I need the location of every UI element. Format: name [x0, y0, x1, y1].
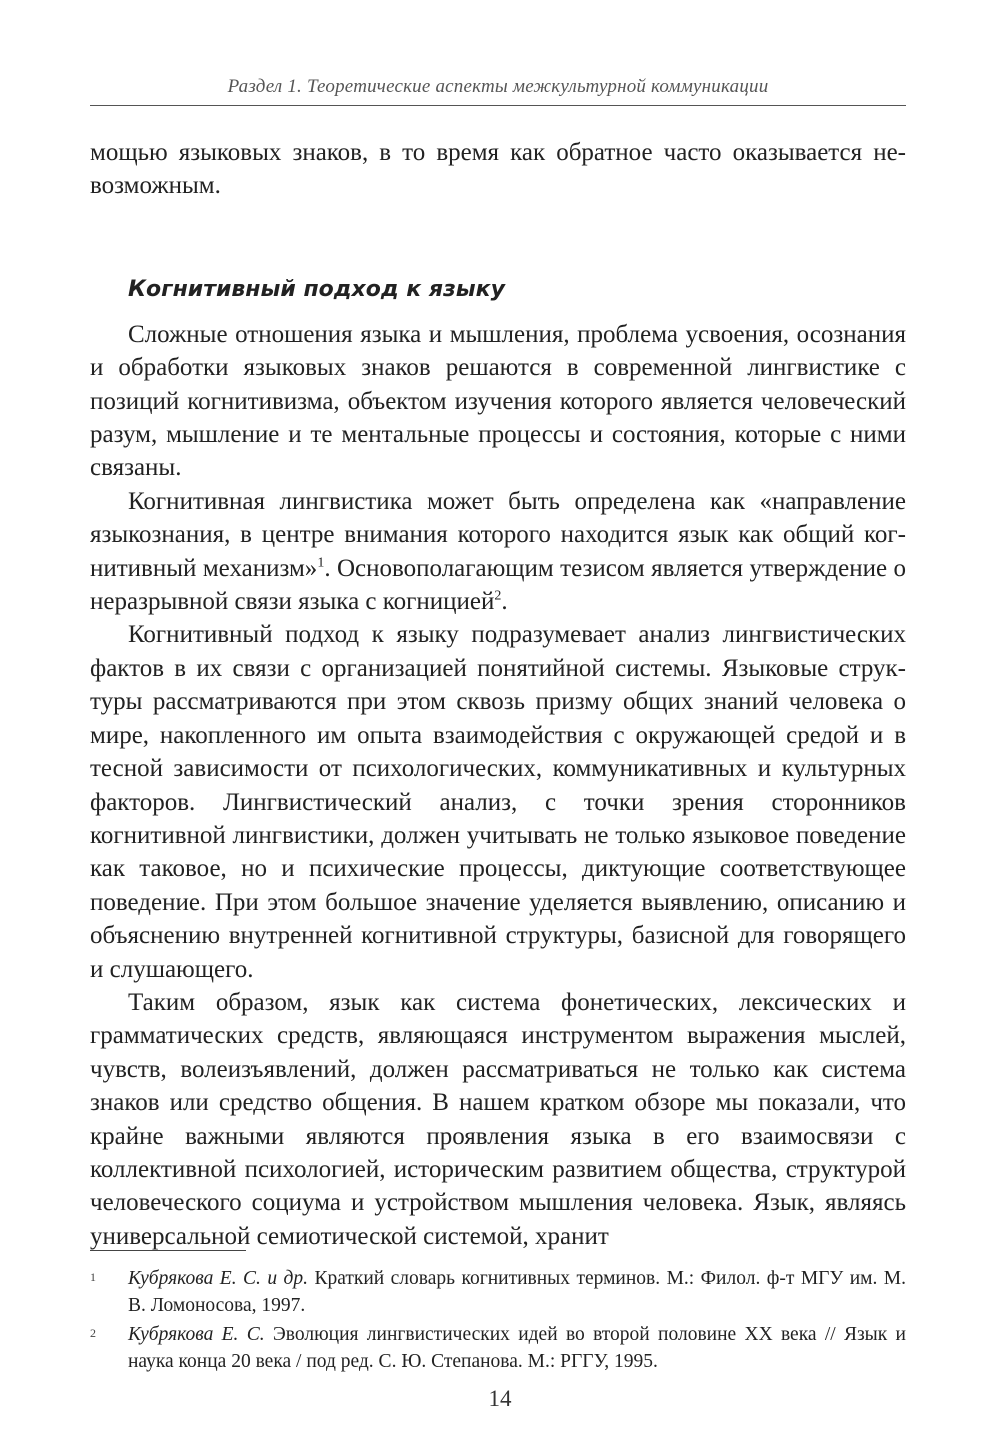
- paragraph-with-footnote-refs: [90, 485, 906, 619]
- paragraph-text: . Основополагающим тезисом является утверждение о неразрывной связи языка с когницией: [90, 554, 906, 616]
- footnote-item: [90, 1322, 906, 1375]
- paragraph: Сложные отношения языка и мышления, проблема усвоения, осознания и обработки языковых знаков решаются в современной лингвистике с позиций когнитивизма, объектом изучения которого является человеческий разум, мышление и те ментальные процессы и состояния, которые с ними связаны.: [90, 320, 906, 482]
- main-text: [90, 136, 906, 1253]
- section-heading: Когнитивный подход к языку: [128, 276, 505, 302]
- footnote-text: Эволюция лингвистических идей во второй половине XX века // Язык и наука конца 20 века / под ред. С. Ю. Степанова. М.: РГГУ, 1995.: [128, 1324, 906, 1372]
- footnote-separator: [90, 1250, 246, 1251]
- page-number: 14: [488, 1386, 512, 1411]
- footnotes: [90, 1266, 906, 1378]
- footnote-number: 1: [90, 1270, 96, 1284]
- footnote-ref[interactable]: 1: [317, 555, 325, 571]
- footnote-text: Краткий словарь когнитивных терминов. М.: Филол. ф-т МГУ им. М. В. Ломоносова, 1997.: [128, 1268, 906, 1316]
- paragraph: Когнитивный подход к языку подразумевает анализ лингвистических фактов в их связи с организацией понятийной системы. Языковые структуры рассматриваются при этом сквозь призму общих знаний человека о мире, накопленного им опыта взаимодействия с окружающей средой и в тесной зависимости от психологических, коммуникативных и культурных факторов. Лингвистический анализ, с точки зрения сторонников когнитивной лингвистики, должен учитывать не только языковое поведение как таковое, но и психические процессы, диктующие соответствующее поведение. При этом большое значение уделяется выявлению, описанию и объяснению внутренней когнитивной структуры, базисной для говорящего и слушающего.: [90, 621, 906, 983]
- footnote-author: Кубрякова Е. С.: [128, 1324, 265, 1345]
- paragraph: Таким образом, язык как система фонетических, лексических и грамматических средств, являющаяся инструментом выражения мыслей, чувств, волеизъявлений, должен рассматриваться не только как система знаков или средство общения. В нашем кратком обзоре мы показали, что крайне важными являются проявления языка в его взаимосвязи с коллективной психологией, историческим развитием общества, структурой человеческого социума и устройством мышления человека. Язык, являясь универсальной семиотической системой, хранит: [90, 988, 906, 1250]
- footnote-ref[interactable]: 2: [494, 588, 502, 604]
- footnote-author: Кубрякова Е. С. и др.: [128, 1268, 308, 1289]
- continuation-paragraph: мощью языковых знаков, в то время как обратное часто оказывается невозможным.: [90, 139, 906, 200]
- paragraph-text: .: [501, 588, 508, 616]
- paragraph-text: Когнитивная лингвистика может быть определена как «направление языкознания, в центре внимания которого находится язык как общий когнитивный механизм»: [90, 487, 906, 582]
- footnote-number: 2: [90, 1326, 96, 1340]
- running-header: Раздел 1. Теоретические аспекты межкультурной коммуникации: [227, 76, 769, 97]
- header-rule: [90, 105, 906, 106]
- footnote-item: [90, 1266, 906, 1319]
